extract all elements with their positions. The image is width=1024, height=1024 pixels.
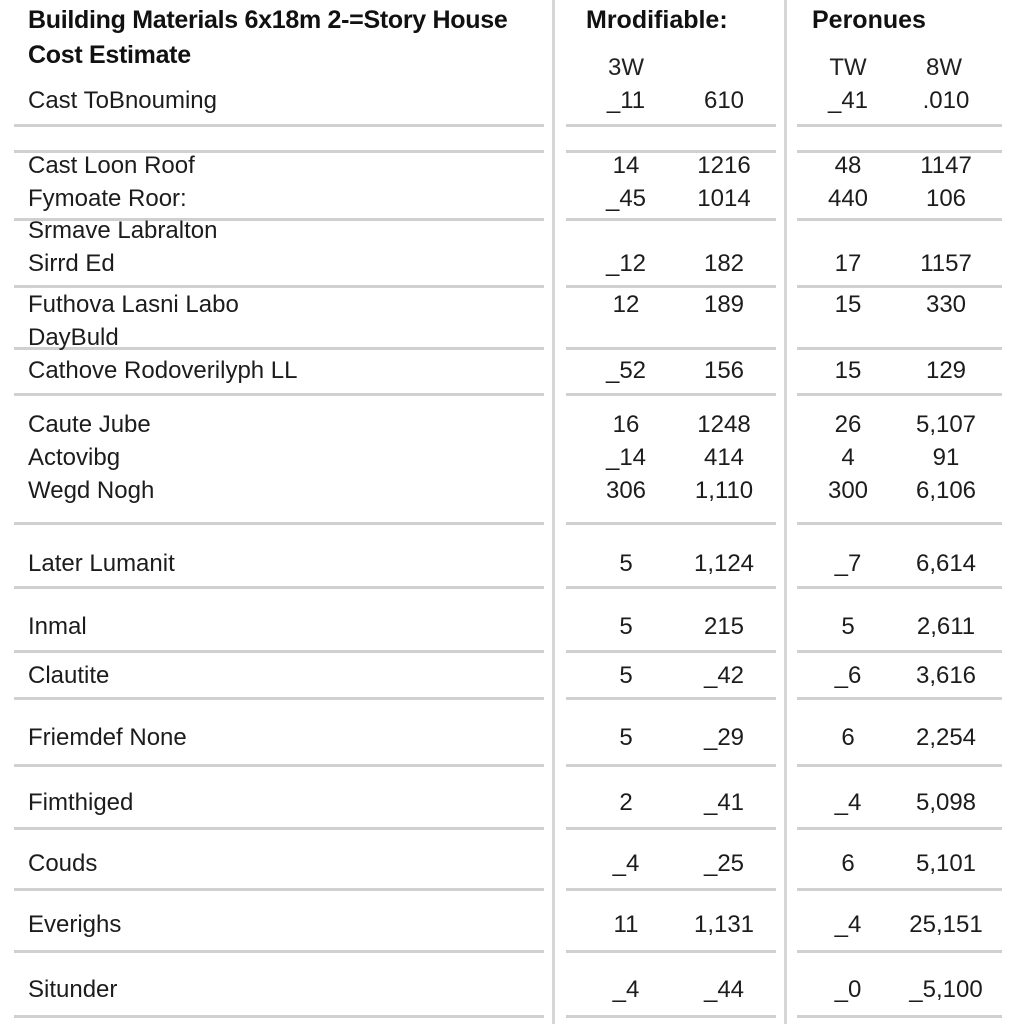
row-value-c2: 156	[703, 357, 745, 384]
row-value-c3: _4	[834, 911, 862, 938]
row-label: Cast Loon Roof	[28, 152, 195, 179]
row-value-c3: 4	[841, 444, 855, 471]
row-value-c2: 189	[703, 291, 745, 318]
row-value-c3: 6	[841, 724, 855, 751]
row-value-c4: 2,611	[916, 613, 976, 640]
row-rule	[566, 827, 776, 830]
row-value-c4: 5,101	[915, 850, 977, 877]
row-rule	[14, 888, 544, 891]
row-value-c2: 414	[703, 444, 745, 471]
row-value-c2: 1,124	[693, 550, 755, 577]
subheader-col1: 3W	[608, 54, 644, 81]
column-group-title-1: Mrodifiable:	[586, 6, 728, 34]
row-value-c1: 16	[612, 411, 640, 438]
row-rule	[797, 218, 1002, 221]
row-rule	[797, 650, 1002, 653]
row-value-c3: 440	[827, 185, 869, 212]
row-value-c4: 5,098	[915, 789, 977, 816]
row-value-c4: 5,107	[915, 411, 977, 438]
document-title-line1: Building Materials 6x18m 2-=Story House	[28, 6, 508, 34]
row-value-c1: 5	[619, 724, 633, 751]
row-value-c4: 1157	[920, 250, 972, 277]
row-value-c4: 25,151	[909, 911, 983, 938]
row-value-c2: 1014	[697, 185, 751, 212]
row-label: Couds	[28, 850, 98, 877]
row-rule	[797, 764, 1002, 767]
row-rule	[797, 697, 1002, 700]
row-value-c4: 106	[925, 185, 967, 212]
column-group-title-2: Peronues	[812, 6, 926, 34]
row-value-c1: 11	[613, 911, 639, 938]
row-value-c3: _7	[834, 550, 862, 577]
row-value-c3: _0	[834, 976, 862, 1003]
row-value-c1: 5	[619, 662, 633, 689]
row-value-c3: 300	[827, 477, 869, 504]
row-value-c3: _6	[834, 662, 862, 689]
column-divider-1	[552, 0, 555, 1024]
row-value-c1: 306	[605, 477, 647, 504]
row-value-c4: 330	[925, 291, 967, 318]
row-label: Friemdef None	[28, 724, 187, 751]
row-rule	[14, 827, 544, 830]
row-rule	[797, 347, 1002, 350]
row-rule	[797, 285, 1002, 288]
row-rule	[797, 1015, 1002, 1018]
row-value-c1: _12	[605, 250, 647, 277]
row-value-c2: 1248	[697, 411, 751, 438]
row-value-c1: 14	[612, 152, 640, 179]
row-rule	[566, 950, 776, 953]
row-value-c1: _52	[605, 357, 647, 384]
row-value-c3: 5	[841, 613, 855, 640]
subheader-col3: TW	[829, 54, 867, 81]
row-rule	[797, 124, 1002, 127]
row-value-c4: 6,614	[915, 550, 977, 577]
row-value-c4: 3,616	[915, 662, 977, 689]
row-value-c3: 17	[834, 250, 862, 277]
row-value-c2: _42	[703, 662, 745, 689]
row-value-c4: 129	[925, 357, 967, 384]
row-rule	[14, 650, 544, 653]
row-label: Everighs	[28, 911, 122, 938]
row-value-c3: 26	[834, 411, 862, 438]
row-rule	[14, 950, 544, 953]
row-label: Fymoate Roor:	[28, 185, 187, 212]
row-rule	[14, 697, 544, 700]
row-rule	[566, 218, 776, 221]
row-value-c2: 1216	[697, 152, 751, 179]
row-rule	[14, 586, 544, 589]
row-rule	[797, 393, 1002, 396]
row-rule	[14, 124, 544, 127]
row-rule	[14, 1015, 544, 1018]
row-rule	[797, 586, 1002, 589]
row-rule	[797, 888, 1002, 891]
row-value-c3: 6	[841, 850, 855, 877]
row-value-c3: 48	[834, 152, 862, 179]
row-label: Futhova Lasni Labo	[28, 291, 239, 318]
row-rule	[566, 522, 776, 525]
row-value-c4: 2,254	[915, 724, 977, 751]
row-rule	[566, 347, 776, 350]
row-rule	[14, 522, 544, 525]
row-rule	[566, 650, 776, 653]
row-rule	[566, 285, 776, 288]
row-value-c4: 6,106	[915, 477, 977, 504]
row-value-c1: _4	[612, 976, 640, 1003]
row-rule	[566, 1015, 776, 1018]
row-value-c2: _41	[703, 789, 745, 816]
row-value-c2: 182	[703, 250, 745, 277]
row-rule	[566, 888, 776, 891]
row-label: Wegd Nogh	[28, 477, 155, 504]
row-rule	[566, 393, 776, 396]
row-value-c3: _41	[827, 87, 869, 114]
row-label: DayBuld	[28, 324, 119, 351]
row-rule	[566, 586, 776, 589]
row-label: Cathove Rodoverilyph LL	[28, 357, 298, 384]
row-label: Fimthiged	[28, 789, 134, 816]
row-rule	[14, 764, 544, 767]
document-title-line2: Cost Estimate	[28, 41, 191, 69]
row-value-c1: 5	[619, 550, 633, 577]
subheader-col4: 8W	[926, 54, 962, 81]
row-value-c2: _44	[703, 976, 745, 1003]
row-label: Cast ToBnouming	[28, 87, 217, 114]
row-value-c2: 1,131	[693, 911, 755, 938]
row-value-c1: _14	[605, 444, 647, 471]
row-value-c4: .010	[922, 87, 970, 114]
row-value-c2: 1,110	[694, 477, 754, 504]
row-value-c2: _25	[703, 850, 745, 877]
row-value-c3: 15	[834, 357, 862, 384]
row-value-c2: 215	[703, 613, 745, 640]
row-value-c1: _45	[605, 185, 647, 212]
row-rule	[797, 950, 1002, 953]
row-value-c1: _4	[612, 850, 640, 877]
row-rule	[14, 393, 544, 396]
row-rule	[566, 124, 776, 127]
row-value-c4: 1147	[920, 152, 972, 179]
row-value-c1: 5	[619, 613, 633, 640]
row-value-c1: _11	[606, 87, 646, 114]
row-label: Sirrd Ed	[28, 250, 115, 277]
row-label: Inmal	[28, 613, 87, 640]
row-rule	[14, 285, 544, 288]
row-rule	[797, 522, 1002, 525]
row-label: Clautite	[28, 662, 110, 689]
row-label: Later Lumanit	[28, 550, 175, 577]
row-value-c1: 12	[612, 291, 640, 318]
column-divider-2	[784, 0, 787, 1024]
row-label: Caute Jube	[28, 411, 151, 438]
row-label: Situnder	[28, 976, 118, 1003]
row-value-c4: _5,100	[909, 976, 983, 1003]
row-value-c2: _29	[703, 724, 745, 751]
row-label: Actovibg	[28, 444, 121, 471]
row-rule	[797, 827, 1002, 830]
row-label: Srmave Labralton	[28, 217, 218, 244]
row-value-c2: 610	[703, 87, 745, 114]
row-rule	[566, 764, 776, 767]
row-value-c4: 91	[932, 444, 960, 471]
row-value-c3: _4	[834, 789, 862, 816]
row-value-c3: 15	[834, 291, 862, 318]
row-rule	[566, 697, 776, 700]
row-value-c1: 2	[619, 789, 633, 816]
